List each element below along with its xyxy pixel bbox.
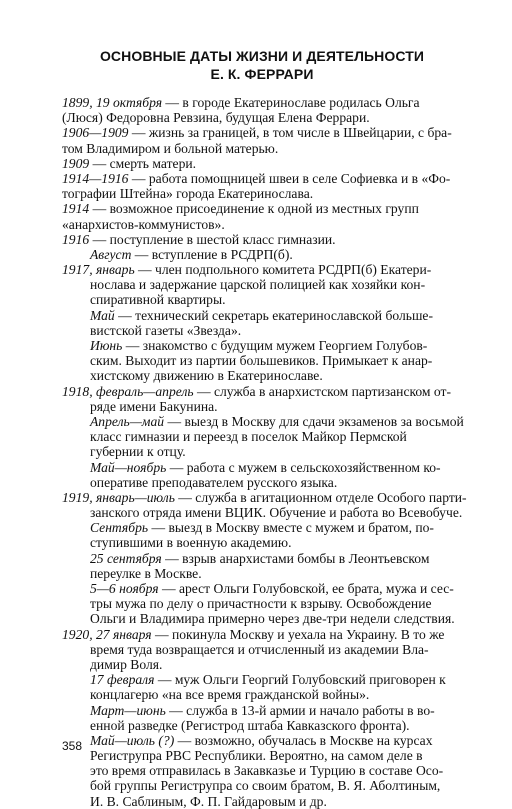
date-label: Июнь	[90, 338, 123, 353]
text-line	[62, 611, 462, 626]
line-text: — служба в 13-й армии и начало работы в во-	[165, 702, 435, 718]
date-label: 1917, январь	[62, 262, 135, 278]
date-label: Апрель—май	[90, 413, 165, 429]
text-line	[62, 535, 462, 550]
line-text: переулке в Москве.	[90, 565, 202, 581]
line-text: — член подпольного комитета РСДРП(б) Екатери-	[134, 262, 432, 278]
line-text: енной разведке (Регистрод штаба Кавказского фронта).	[90, 717, 410, 733]
line-text: это время отправилась в Закавказье и Турцию в составе Осо-	[90, 763, 444, 779]
text-line	[62, 718, 462, 733]
text-line	[62, 171, 462, 186]
text-line	[62, 596, 462, 611]
text-line	[62, 368, 462, 383]
date-label: 1914	[62, 201, 90, 217]
text-line	[62, 277, 462, 292]
date-label: 1909	[62, 155, 90, 171]
line-text: — вступление в РСДРП(б).	[131, 246, 293, 262]
text-line	[62, 110, 462, 125]
line-text: «анархистов-коммунистов».	[62, 216, 225, 232]
text-line	[62, 489, 467, 505]
line-text: губернии к отцу.	[90, 444, 186, 460]
title-line-2: Е. К. ФЕРРАРИ	[210, 66, 314, 82]
line-text: нослава и задержание царской полицией как хозяйки кон-	[90, 277, 426, 293]
text-line	[62, 323, 462, 338]
chronology-text	[62, 95, 467, 809]
date-label: 1920, 27 января	[62, 626, 152, 642]
text-line	[62, 186, 462, 201]
text-line	[62, 460, 462, 475]
text-line	[62, 247, 462, 262]
text-line	[62, 308, 462, 323]
text-line	[62, 414, 462, 429]
line-text: Ольги и Владимира примерно через две-три недели следствия.	[90, 611, 455, 627]
line-text: — арест Ольги Голубовской, ее брата, мужа и сес-	[158, 581, 454, 596]
date-label: Август	[90, 246, 132, 262]
text-line	[62, 95, 462, 110]
line-text: — возможно, обучалась в Москве на курсах	[174, 732, 433, 748]
line-text: Региструпра РВС Республики. Вероятно, на самом деле в	[90, 748, 423, 764]
line-text: (Люся) Федоровна Ревзина, будущая Елена Феррари.	[62, 110, 370, 126]
line-text: бой группы Региструпра со своим братом, В. Я. Аболтиным,	[90, 778, 441, 794]
line-text: — покинула Москву и уехала на Украину. В то же	[151, 626, 445, 642]
text-line	[62, 141, 462, 156]
line-text: спиративной квартиры.	[90, 292, 226, 308]
text-line	[62, 657, 462, 672]
text-line	[62, 217, 462, 232]
line-text: — служба в агитационном отделе Особого парти-	[174, 489, 467, 505]
text-line	[62, 156, 462, 171]
text-line	[62, 125, 462, 140]
date-label: 1918, февраль—апрель	[62, 383, 194, 399]
line-text: — возможное присоединение к одной из местных групп	[89, 201, 419, 217]
line-text: — взрыв анархистами бомбы в Леонтьевском	[161, 550, 430, 566]
line-text: — служба в анархистском партизанском от-	[193, 383, 452, 399]
date-label: Сентябрь	[90, 520, 149, 536]
line-text: — поступление в шестой класс гимназии.	[89, 231, 336, 247]
text-line	[62, 353, 462, 368]
text-line	[62, 262, 462, 277]
line-text: оперативе преподавателем русского языка.	[90, 474, 338, 490]
line-text: — знакомство с будущим мужем Георгием Голубов-	[122, 338, 428, 353]
line-text: — выезд в Москву для сдачи экзаменов за восьмой	[164, 413, 464, 429]
line-text: время туда возвращается и отчисленный из академии Вла-	[90, 641, 429, 657]
text-line	[62, 778, 462, 793]
line-text: — муж Ольги Георгий Голубовский приговорен к	[154, 672, 446, 688]
page-number: 358	[62, 739, 83, 753]
text-line	[62, 672, 462, 687]
line-text: ступившими в военную академию.	[90, 535, 292, 551]
line-text: — работа помощницей швеи в селе Софиевка и в «Фо-	[128, 170, 451, 186]
text-line	[62, 399, 462, 414]
page-title	[60, 47, 464, 83]
text-line	[62, 703, 462, 718]
text-line	[62, 551, 462, 566]
text-line	[62, 763, 462, 778]
date-label: Май—июль (?)	[90, 732, 175, 748]
line-text: — смерть матери.	[89, 155, 197, 171]
date-label: 1906—1909	[62, 125, 129, 141]
line-text: — технический секретарь екатеринославской больше-	[114, 307, 433, 323]
line-text: димир Воля.	[90, 656, 163, 672]
line-text: хистскому движению в Екатеринославе.	[90, 368, 323, 384]
date-label: Март—июнь	[90, 702, 166, 718]
line-text: — работа с мужем в сельскохозяйственном ко-	[166, 459, 441, 475]
text-line	[62, 794, 462, 809]
text-line	[62, 338, 462, 353]
date-label: 5—6 ноября	[90, 581, 159, 596]
line-text: — в городе Екатеринославе родилась Ольга	[162, 95, 420, 110]
text-line	[62, 520, 462, 535]
text-line	[62, 687, 462, 702]
line-text: концлагерю «на все время гражданской войны».	[90, 687, 370, 703]
line-text: — выезд в Москву вместе с мужем и братом, по-	[148, 520, 434, 536]
date-label: 25 сентября	[90, 550, 162, 566]
line-text: ряде имени Бакунина.	[90, 398, 218, 414]
line-text: том Владимиром и больной матерью.	[62, 140, 279, 156]
text-line	[62, 232, 462, 247]
date-label: 17 февраля	[90, 672, 155, 688]
line-text: — жизнь за границей, в том числе в Швейцарии, с бра-	[128, 125, 452, 141]
text-line	[62, 429, 462, 444]
line-text: занского отряда имени ВЦИК. Обучение и работа во Всевобуче.	[90, 505, 463, 521]
date-label: 1914—1916	[62, 170, 129, 186]
text-line	[62, 201, 462, 216]
text-line	[62, 581, 462, 596]
text-line	[62, 505, 462, 520]
text-line	[62, 627, 462, 642]
line-text: класс гимназии и переезд в поселок Майкор Пермской	[90, 429, 407, 445]
date-label: 1899, 19 октября	[62, 95, 163, 110]
date-label: Май—ноябрь	[90, 459, 167, 475]
text-line	[62, 444, 462, 459]
date-label: Май	[90, 307, 115, 323]
date-label: 1916	[62, 231, 90, 247]
line-text: тры мужа по делу о причастности к взрыву. Освобождение	[90, 596, 432, 612]
line-text: вистской газеты «Звезда».	[90, 322, 242, 338]
line-text: тографии Штейна» города Екатеринослава.	[62, 186, 314, 202]
line-text: ским. Выходит из партии большевиков. Примыкает к анар-	[90, 353, 433, 369]
text-line	[62, 566, 462, 581]
title-line-1: ОСНОВНЫЕ ДАТЫ ЖИЗНИ И ДЕЯТЕЛЬНОСТИ	[99, 48, 425, 64]
text-line	[62, 748, 462, 763]
text-line	[62, 733, 462, 748]
text-line	[62, 475, 462, 490]
text-line	[62, 292, 462, 307]
date-label: 1919, январь—июль	[62, 489, 175, 505]
text-line	[62, 642, 462, 657]
line-text: И. В. Саблиным, Ф. П. Гайдаровым и др.	[90, 793, 327, 809]
text-line	[62, 384, 462, 399]
